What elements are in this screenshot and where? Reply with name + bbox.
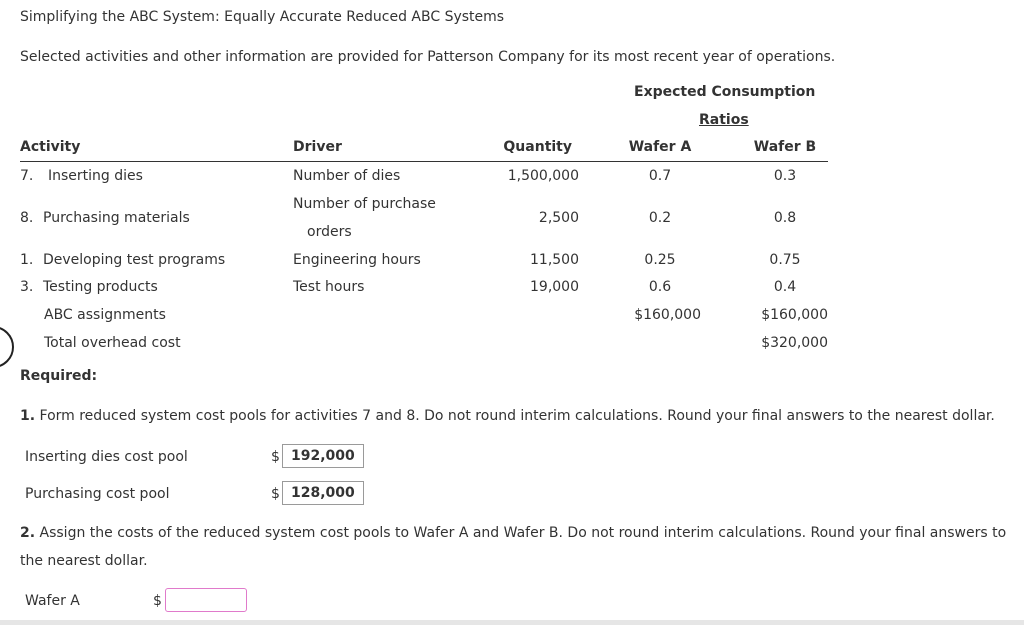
purchasing-pool-input[interactable]: 128,000 <box>282 481 364 505</box>
purchasing-pool-label: Purchasing cost pool <box>25 486 170 502</box>
col-header-driver: Driver <box>293 139 342 155</box>
question-2-text: Assign the costs of the reduced system cost pools to Wafer A and Wafer B. Do not round interim calculations. Round your final answers to <box>39 525 1007 541</box>
col-header-activity: Activity <box>20 139 81 155</box>
row-driver: Engineering hours <box>293 252 421 268</box>
row-number: 1. <box>20 252 34 268</box>
row-quantity: 11,500 <box>530 252 579 268</box>
row-wafer-a: 0.2 <box>648 210 672 226</box>
ratios-header: Ratios <box>699 112 749 128</box>
row-wafer-a: 0.6 <box>648 279 672 295</box>
row-quantity: 1,500,000 <box>507 168 579 184</box>
row-wafer-b: 0.4 <box>773 279 797 295</box>
required-label: Required: <box>20 368 98 384</box>
wafer-a-input[interactable] <box>165 588 247 612</box>
page-title: Simplifying the ABC System: Equally Accurate Reduced ABC Systems <box>20 9 505 25</box>
question-2-number: 2. <box>20 525 36 541</box>
col-header-wafer-a: Wafer A <box>628 139 692 155</box>
row-wafer-b: 0.8 <box>773 210 797 226</box>
row-activity: Purchasing materials <box>43 210 190 226</box>
abc-assignments-label: ABC assignments <box>44 307 166 323</box>
question-2-text-cont: the nearest dollar. <box>20 553 148 569</box>
inserting-dies-label: Inserting dies cost pool <box>25 449 188 465</box>
header-divider <box>20 161 828 162</box>
abc-assignments-wafer-a: $160,000 <box>634 307 701 323</box>
row-quantity: 2,500 <box>538 210 579 226</box>
question-1 <box>20 408 995 424</box>
row-driver: Number of purchase <box>293 196 436 212</box>
row-wafer-a: 0.25 <box>644 252 676 268</box>
scroll-marker-icon <box>0 326 14 368</box>
intro-text: Selected activities and other information are provided for Patterson Company for its most recent year of operations. <box>20 49 836 65</box>
row-driver: Number of dies <box>293 168 401 184</box>
row-activity: Developing test programs <box>43 252 226 268</box>
row-wafer-a: 0.7 <box>648 168 672 184</box>
row-activity: Inserting dies <box>48 168 143 184</box>
inserting-dies-input[interactable]: 192,000 <box>282 444 364 468</box>
question-1-text: Form reduced system cost pools for activities 7 and 8. Do not round interim calculations. Round your final answers to the nearest dollar. <box>39 408 995 424</box>
row-number: 7. <box>20 168 34 184</box>
question-1-number: 1. <box>20 408 36 424</box>
abc-assignments-wafer-b: $160,000 <box>761 307 828 323</box>
row-number: 8. <box>20 210 34 226</box>
col-header-quantity: Quantity <box>503 139 572 155</box>
currency-symbol: $ <box>271 449 280 465</box>
total-overhead-wafer-b: $320,000 <box>761 335 828 351</box>
currency-symbol: $ <box>271 486 280 502</box>
currency-symbol: $ <box>153 593 162 609</box>
bottom-scroll-region <box>0 620 1024 625</box>
question-2 <box>20 525 1006 541</box>
wafer-a-label: Wafer A <box>25 593 80 609</box>
row-wafer-b: 0.3 <box>773 168 797 184</box>
total-overhead-label: Total overhead cost <box>44 335 181 351</box>
row-driver-cont: orders <box>307 224 352 240</box>
expected-consumption-header: Expected Consumption <box>634 84 816 100</box>
col-header-wafer-b: Wafer B <box>753 139 817 155</box>
row-driver: Test hours <box>293 279 365 295</box>
row-quantity: 19,000 <box>530 279 579 295</box>
row-wafer-b: 0.75 <box>769 252 801 268</box>
row-number: 3. <box>20 279 34 295</box>
row-activity: Testing products <box>43 279 158 295</box>
